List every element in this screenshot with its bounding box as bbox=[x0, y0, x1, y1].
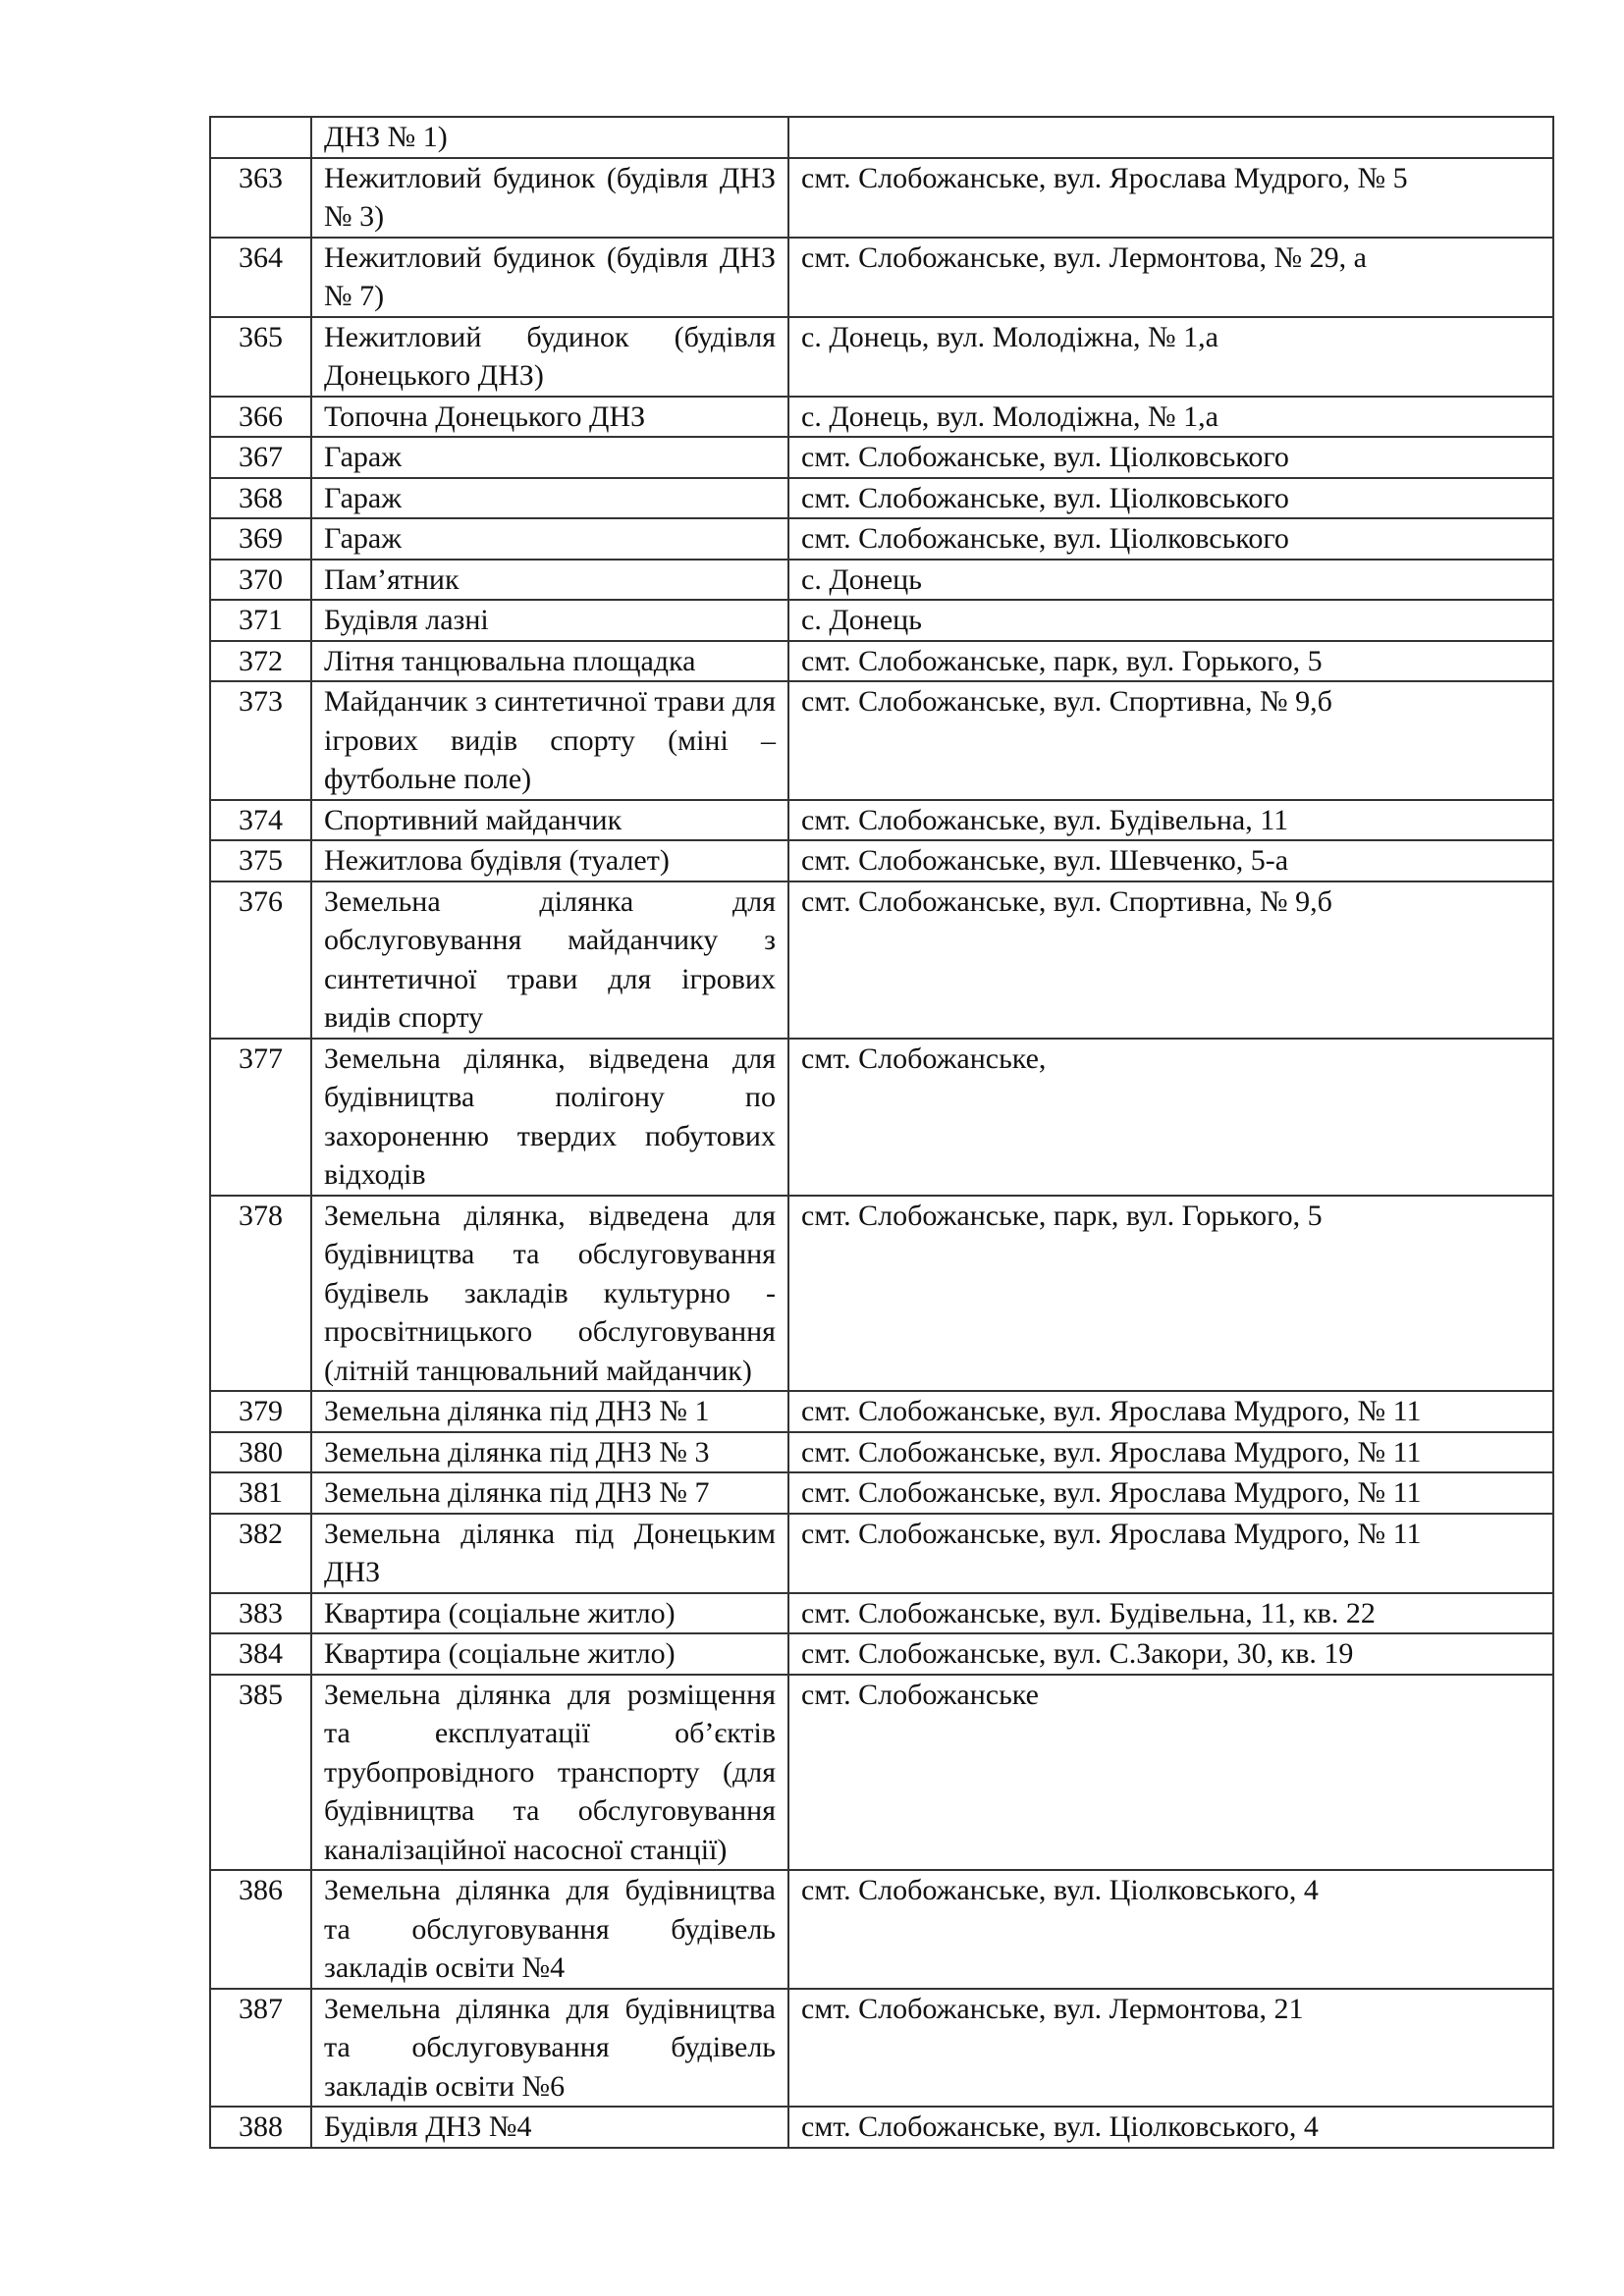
object-name-cell: Гараж bbox=[311, 437, 788, 478]
property-registry-table bbox=[209, 116, 1554, 2149]
table-row bbox=[210, 518, 1553, 560]
address-cell: смт. Слобожанське, вул. Шевченко, 5-а bbox=[788, 840, 1553, 881]
table-row bbox=[210, 800, 1553, 841]
row-number-cell: 383 bbox=[210, 1593, 311, 1634]
row-number-cell: 388 bbox=[210, 2107, 311, 2148]
row-number-cell: 369 bbox=[210, 518, 311, 560]
table-row bbox=[210, 881, 1553, 1039]
address-cell: смт. Слобожанське, вул. Ярослава Мудрого, № 11 bbox=[788, 1391, 1553, 1432]
table-row bbox=[210, 1675, 1553, 1871]
table-body bbox=[210, 117, 1553, 2148]
address-cell: смт. Слобожанське, вул. Ярослава Мудрого, № 11 bbox=[788, 1472, 1553, 1514]
address-cell: смт. Слобожанське, парк, вул. Горького, 5 bbox=[788, 1196, 1553, 1392]
table-row bbox=[210, 238, 1553, 317]
object-name-cell: Пам’ятник bbox=[311, 560, 788, 601]
row-number-cell: 387 bbox=[210, 1989, 311, 2108]
row-number-cell: 377 bbox=[210, 1039, 311, 1196]
object-name-cell: Спортивний майданчик bbox=[311, 800, 788, 841]
address-cell: смт. Слобожанське, bbox=[788, 1039, 1553, 1196]
object-name-cell: Майданчик з синтетичної трави для ігрових видів спорту (міні – футбольне поле) bbox=[311, 681, 788, 800]
table-row bbox=[210, 1391, 1553, 1432]
object-name-cell: Земельна ділянка під Донецьким ДНЗ bbox=[311, 1514, 788, 1593]
address-cell: с. Донець bbox=[788, 600, 1553, 641]
row-number-cell: 374 bbox=[210, 800, 311, 841]
object-name-cell: Земельна ділянка, відведена для будівництва та обслуговування будівель закладів культурно - просвітницького обслуговування (літній танцювальний майданчик) bbox=[311, 1196, 788, 1392]
address-cell: смт. Слобожанське, вул. Будівельна, 11 bbox=[788, 800, 1553, 841]
table-row bbox=[210, 641, 1553, 682]
address-cell: смт. Слобожанське, вул. Ярослава Мудрого, № 5 bbox=[788, 158, 1553, 238]
row-number-cell: 386 bbox=[210, 1870, 311, 1989]
row-number-cell: 372 bbox=[210, 641, 311, 682]
table-row bbox=[210, 478, 1553, 519]
row-number-cell: 385 bbox=[210, 1675, 311, 1871]
object-name-cell: Земельна ділянка для будівництва та обслуговування будівель закладів освіти №6 bbox=[311, 1989, 788, 2108]
object-name-cell: Будівля ДНЗ №4 bbox=[311, 2107, 788, 2148]
object-name-cell: Нежитлова будівля (туалет) bbox=[311, 840, 788, 881]
table-row bbox=[210, 1432, 1553, 1473]
table-row bbox=[210, 1472, 1553, 1514]
address-cell: смт. Слобожанське, вул. С.Закори, 30, кв. 19 bbox=[788, 1633, 1553, 1675]
table-row bbox=[210, 681, 1553, 800]
table-row bbox=[210, 1514, 1553, 1593]
object-name-cell: Земельна ділянка, відведена для будівництва полігону по захороненню твердих побутових відходів bbox=[311, 1039, 788, 1196]
object-name-cell: Земельна ділянка для будівництва та обслуговування будівель закладів освіти №4 bbox=[311, 1870, 788, 1989]
row-number-cell: 367 bbox=[210, 437, 311, 478]
object-name-cell: Гараж bbox=[311, 518, 788, 560]
address-cell: смт. Слобожанське, вул. Ціолковського bbox=[788, 518, 1553, 560]
object-name-cell: Земельна ділянка для обслуговування майданчику з синтетичної трави для ігрових видів спорту bbox=[311, 881, 788, 1039]
row-number-cell: 363 bbox=[210, 158, 311, 238]
address-cell: смт. Слобожанське, вул. Будівельна, 11, кв. 22 bbox=[788, 1593, 1553, 1634]
table-row bbox=[210, 840, 1553, 881]
table-row bbox=[210, 1870, 1553, 1989]
object-name-cell: Земельна ділянка для розміщення та експлуатації об’єктів трубопровідного транспорту (для будівництва та обслуговування каналізаційної насосної станції) bbox=[311, 1675, 788, 1871]
table-row bbox=[210, 397, 1553, 438]
row-number-cell: 366 bbox=[210, 397, 311, 438]
address-cell: смт. Слобожанське, парк, вул. Горького, 5 bbox=[788, 641, 1553, 682]
address-cell: смт. Слобожанське, вул. Ярослава Мудрого, № 11 bbox=[788, 1514, 1553, 1593]
table-row bbox=[210, 117, 1553, 158]
object-name-cell: Нежитловий будинок (будівля Донецького ДНЗ) bbox=[311, 317, 788, 397]
object-name-cell: Земельна ділянка під ДНЗ № 1 bbox=[311, 1391, 788, 1432]
object-name-cell: Будівля лазні bbox=[311, 600, 788, 641]
object-name-cell: Топочна Донецького ДНЗ bbox=[311, 397, 788, 438]
address-cell: с. Донець, вул. Молодіжна, № 1,а bbox=[788, 397, 1553, 438]
row-number-cell: 373 bbox=[210, 681, 311, 800]
row-number-cell: 379 bbox=[210, 1391, 311, 1432]
table-row bbox=[210, 1989, 1553, 2108]
address-cell: смт. Слобожанське bbox=[788, 1675, 1553, 1871]
object-name-cell: Літня танцювальна площадка bbox=[311, 641, 788, 682]
row-number-cell: 376 bbox=[210, 881, 311, 1039]
row-number-cell: 378 bbox=[210, 1196, 311, 1392]
table-row bbox=[210, 560, 1553, 601]
address-cell: смт. Слобожанське, вул. Ціолковського bbox=[788, 437, 1553, 478]
table-row bbox=[210, 1593, 1553, 1634]
row-number-cell: 384 bbox=[210, 1633, 311, 1675]
table-row bbox=[210, 158, 1553, 238]
object-name-cell: Квартира (соціальне житло) bbox=[311, 1633, 788, 1675]
address-cell: смт. Слобожанське, вул. Лермонтова, № 29, а bbox=[788, 238, 1553, 317]
address-cell: с. Донець, вул. Молодіжна, № 1,а bbox=[788, 317, 1553, 397]
row-number-cell: 380 bbox=[210, 1432, 311, 1473]
address-cell bbox=[788, 117, 1553, 158]
address-cell: смт. Слобожанське, вул. Ярослава Мудрого, № 11 bbox=[788, 1432, 1553, 1473]
row-number-cell: 364 bbox=[210, 238, 311, 317]
object-name-cell: Нежитловий будинок (будівля ДНЗ № 7) bbox=[311, 238, 788, 317]
address-cell: смт. Слобожанське, вул. Ціолковського bbox=[788, 478, 1553, 519]
object-name-cell: Земельна ділянка під ДНЗ № 3 bbox=[311, 1432, 788, 1473]
table-row bbox=[210, 1633, 1553, 1675]
address-cell: смт. Слобожанське, вул. Ціолковського, 4 bbox=[788, 2107, 1553, 2148]
row-number-cell: 365 bbox=[210, 317, 311, 397]
object-name-cell: Земельна ділянка під ДНЗ № 7 bbox=[311, 1472, 788, 1514]
row-number-cell: 381 bbox=[210, 1472, 311, 1514]
table-row bbox=[210, 2107, 1553, 2148]
address-cell: смт. Слобожанське, вул. Спортивна, № 9,б bbox=[788, 681, 1553, 800]
object-name-cell: ДНЗ № 1) bbox=[311, 117, 788, 158]
row-number-cell: 368 bbox=[210, 478, 311, 519]
object-name-cell: Квартира (соціальне житло) bbox=[311, 1593, 788, 1634]
object-name-cell: Гараж bbox=[311, 478, 788, 519]
row-number-cell: 375 bbox=[210, 840, 311, 881]
address-cell: с. Донець bbox=[788, 560, 1553, 601]
row-number-cell: 370 bbox=[210, 560, 311, 601]
address-cell: смт. Слобожанське, вул. Лермонтова, 21 bbox=[788, 1989, 1553, 2108]
row-number-cell: 382 bbox=[210, 1514, 311, 1593]
table-row bbox=[210, 437, 1553, 478]
object-name-cell: Нежитловий будинок (будівля ДНЗ № 3) bbox=[311, 158, 788, 238]
address-cell: смт. Слобожанське, вул. Ціолковського, 4 bbox=[788, 1870, 1553, 1989]
row-number-cell: 371 bbox=[210, 600, 311, 641]
table-row bbox=[210, 1196, 1553, 1392]
table-row bbox=[210, 1039, 1553, 1196]
table-row bbox=[210, 317, 1553, 397]
row-number-cell bbox=[210, 117, 311, 158]
table-row bbox=[210, 600, 1553, 641]
address-cell: смт. Слобожанське, вул. Спортивна, № 9,б bbox=[788, 881, 1553, 1039]
